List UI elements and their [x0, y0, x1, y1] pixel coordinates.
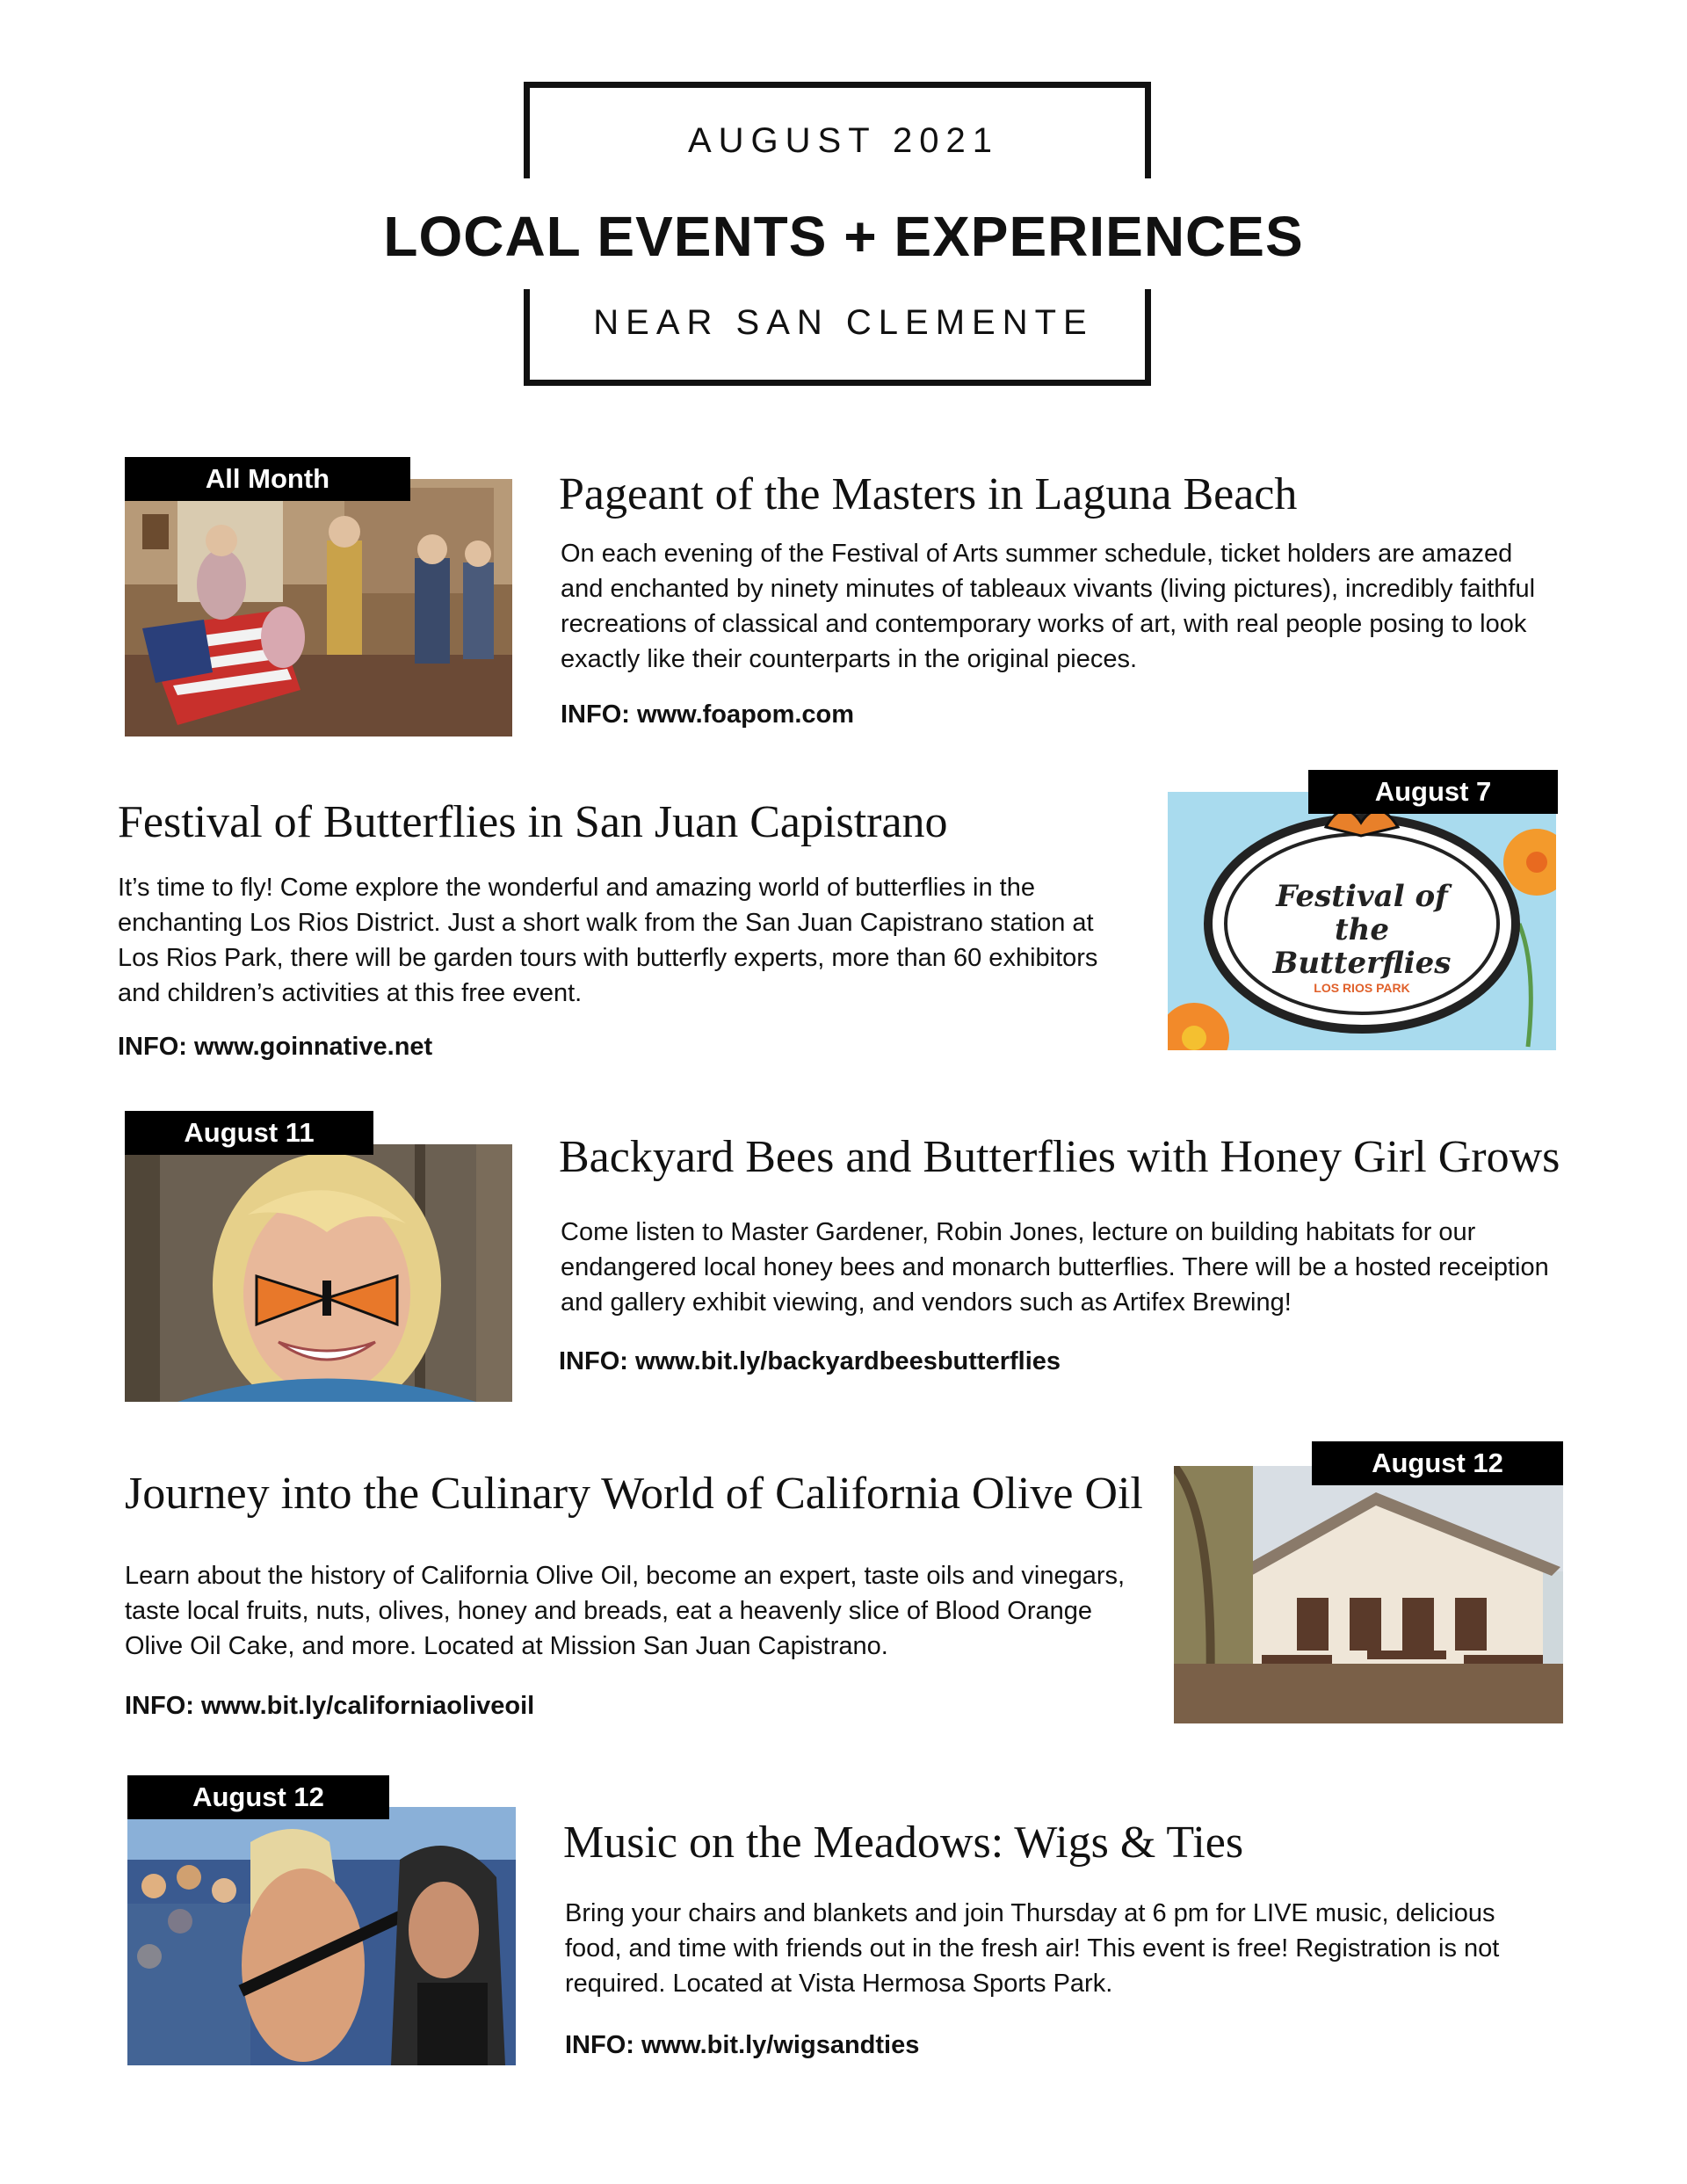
page-title: LOCAL EVENTS + EXPERIENCES — [383, 205, 1304, 268]
event-badge: August 12 — [127, 1775, 389, 1819]
event-title: Music on the Meadows: Wigs & Ties — [563, 1818, 1244, 1868]
event-description: Bring your chairs and blankets and join Thursday at 6 pm for LIVE music, delicious food, and time with friends out in the fresh air! This event is free! Registration is not required. Located at Vista Hermosa Sports Park. — [565, 1899, 1500, 1998]
butterfly-festival-logo-image — [1168, 792, 1556, 1050]
event-description: Learn about the history of California Olive Oil, become an expert, taste oils and vinegars, taste local fruits, nuts, olives, honey and breads, eat a heavenly slice of Blood Orange Olive Oil Cake, and more. Located at Mission San Juan Capistrano. — [125, 1562, 1126, 1660]
music-meadows-concert-image — [127, 1807, 516, 2065]
event-info-link[interactable]: INFO: www.bit.ly/wigsandties — [565, 2031, 920, 2059]
event-badge: August 11 — [125, 1111, 373, 1155]
olive-oil-venue-image — [1174, 1466, 1563, 1723]
event-badge: All Month — [125, 457, 410, 501]
event-description: Come listen to Master Gardener, Robin Jones, lecture on building habitats for our endangered local honey bees and monarch butterflies. There will be a hosted receiption and gallery exhibit viewing, and vendors such as Artifex Brewing! — [561, 1218, 1549, 1317]
event-info-link[interactable]: INFO: www.goinnative.net — [118, 1033, 433, 1061]
pageant-painting-image — [125, 479, 512, 736]
festival-logo-subtext: LOS RIOS PARK — [1314, 981, 1410, 995]
event-description: It’s time to fly! Come explore the wonderful and amazing world of butterflies in the enchanting Los Rios District. Just a short walk from the San Juan Capistrano station at Los Rios Park, there will be garden tours with butterfly experts, more than 60 exhibitors and children’s activities at this free event. — [118, 874, 1098, 1007]
event-title: Backyard Bees and Butterflies with Honey Girl Grows — [559, 1132, 1560, 1182]
event-info-link[interactable]: INFO: www.bit.ly/backyardbeesbutterflies — [559, 1347, 1061, 1375]
event-title: Journey into the Culinary World of California Olive Oil — [125, 1469, 1143, 1519]
event-badge: August 7 — [1308, 770, 1558, 814]
header-month: AUGUST 2021 — [687, 121, 1000, 160]
event-badge: August 12 — [1312, 1441, 1563, 1485]
festival-logo-text: Festival of the Butterflies — [1272, 879, 1452, 981]
event-title: Pageant of the Masters in Laguna Beach — [559, 469, 1298, 519]
event-title: Festival of Butterflies in San Juan Capistrano — [118, 797, 948, 847]
honey-girl-portrait-image — [125, 1144, 512, 1402]
event-info-link[interactable]: INFO: www.bit.ly/californiaoliveoil — [125, 1692, 535, 1720]
header-subtitle: NEAR SAN CLEMENTE — [593, 303, 1094, 342]
event-description: On each evening of the Festival of Arts summer schedule, ticket holders are amazed and enchanted by ninety minutes of tableaux vivants (living pictures), incredibly faithful recreations of classical and contemporary works of art, with real people posing to look exactly like their counterparts in the original pieces. — [561, 540, 1536, 673]
event-info-link[interactable]: INFO: www.foapom.com — [561, 700, 855, 729]
